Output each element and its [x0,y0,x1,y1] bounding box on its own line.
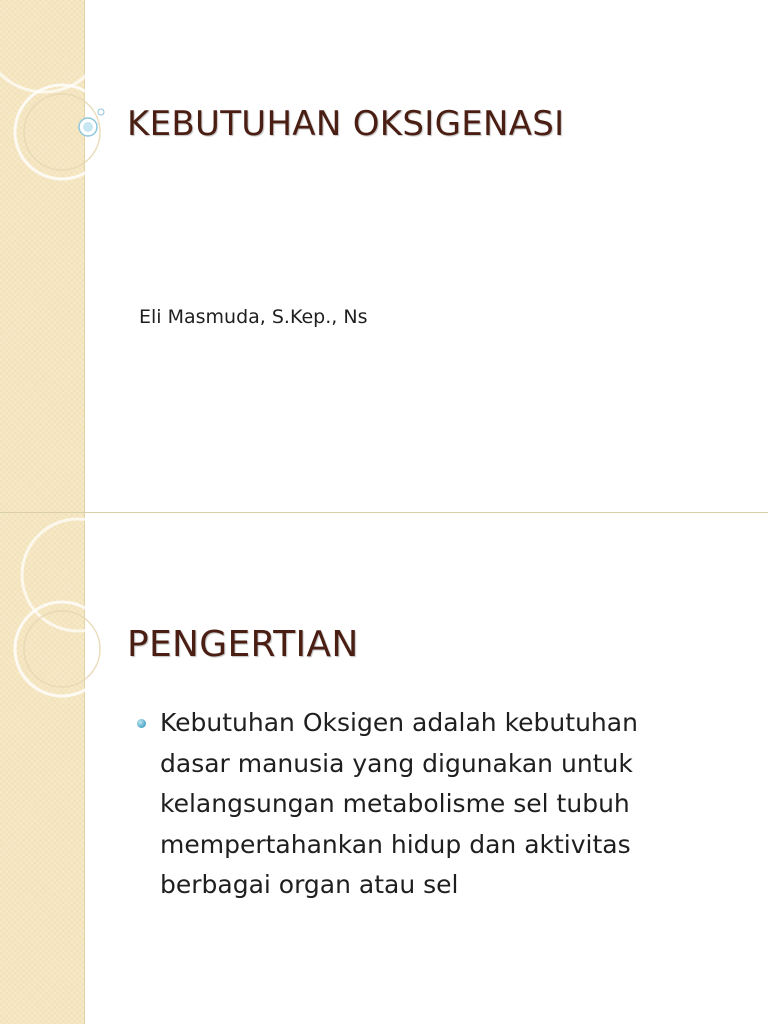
slide-definition [0,512,768,1024]
list-item [137,703,697,906]
bullet-icon [137,719,146,728]
decorative-sidebar [0,0,85,512]
bullet-text: Kebutuhan Oksigen adalah kebutuhan dasar manusia yang digunakan untuk kelangsungan metabolisme sel tubuh mempertahankan hidup dan aktivitas berbagai organ atau sel [160,708,638,899]
slide-title-heading: KEBUTUHAN OKSIGENASI [127,104,565,144]
bullet-list [137,703,697,906]
author-name: Eli Masmuda, S.Kep., Ns [139,306,368,328]
section-heading: PENGERTIAN [127,624,359,665]
decorative-sidebar [0,513,85,1024]
